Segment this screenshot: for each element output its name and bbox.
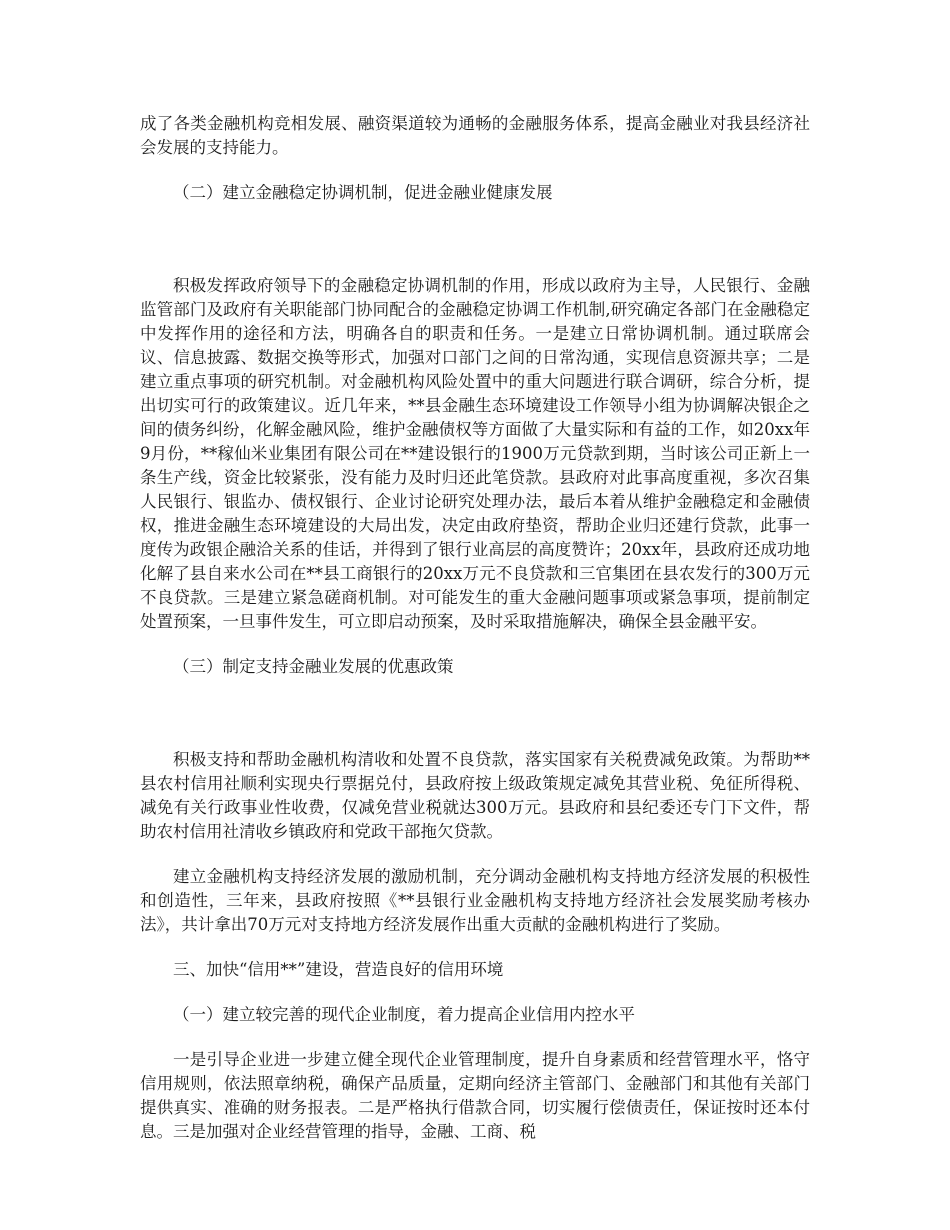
section-heading-3-1: （一）建立较完善的现代企业制度，着力提高企业信用内控水平 <box>173 1005 635 1024</box>
intro-paragraph: 成了各类金融机构竞相发展、融资渠道较为通畅的金融服务体系，提高金融业对我县经济社会发展的支持能力。 <box>140 114 810 157</box>
document-page <box>140 112 810 1144</box>
body-paragraph-3-1: 一是引导企业进一步建立健全现代企业管理制度，提升自身素质和经营管理水平，恪守信用规则，依法照章纳税，确保产品质量，定期向经济主管部门、金融部门和其他有关部门提供真实、准确的财务报表。二是严格执行借款合同，切实履行偿债责任，保证按时还本付息。三是加强对企业经营管理的指导，金融、工商、税 <box>140 1050 810 1141</box>
section-heading-3: （三）制定支持金融业发展的优惠政策 <box>173 657 454 676</box>
body-paragraph-3b: 建立金融机构支持经济发展的激励机制，充分调动金融机构支持地方经济发展的积极性和创造性，三年来，县政府按照《**县银行业金融机构支持地方经济社会发展奖励考核办法》，共计拿出70万元对支持地方经济发展作出重大贡献的金融机构进行了奖励。 <box>140 867 810 934</box>
body-paragraph-2: 积极发挥政府领导下的金融稳定协调机制的作用，形成以政府为主导，人民银行、金融监管部门及政府有关职能部门协同配合的金融稳定协调工作机制,研究确定各部门在金融稳定中发挥作用的途径和方法，明确各自的职责和任务。一是建立日常协调机制。通过联席会议、信息披露、数据交换等形式，加强对口部门之间的日常沟通，实现信息资源共享；二是建立重点事项的研究机制。对金融机构风险处置中的重大问题进行联合调研，综合分析，提出切实可行的政策建议。近几年来，**县金融生态环境建设工作领导小组为协调解决银企之间的债务纠纷，化解金融风险，维护金融债权等方面做了大量实际和有益的工作，如20xx年9月份，**稼仙米业集团有限公司在**建设银行的1900万元贷款到期，当时该公司正新上一条生产线，资金比较紧张，没有能力及时归还此笔贷款。县政府对此事高度重视，多次召集人民银行、银监办、债权银行、企业讨论研究处理办法，最后本着从维护金融稳定和金融债权，推进金融生态环境建设的大局出发，决定由政府垫资，帮助企业归还建行贷款，此事一度传为政银企融洽关系的佳话，并得到了银行业高层的高度赞许；20xx年，县政府还成功地化解了县自来水公司在**县工商银行的20xx万元不良贷款和三官集团在县农发行的300万元不良贷款。三是建立紧急磋商机制。对可能发生的重大金融问题事项或紧急事项，提前制定处置预案，一旦事件发生，可立即启动预案，及时采取措施解决，确保全县金融平安。 <box>140 276 810 631</box>
section-heading-2: （二）建立金融稳定协调机制，促进金融业健康发展 <box>173 183 553 202</box>
chapter-heading-three: 三、加快“信用**”建设，营造良好的信用环境 <box>173 960 504 979</box>
body-paragraph-3a: 积极支持和帮助金融机构清收和处置不良贷款，落实国家有关税费减免政策。为帮助**县农村信用社顺利实现央行票据兑付，县政府按上级政策规定减免其营业税、免征所得税、减免有关行政事业性收费，仅减免营业税就达300万元。县政府和县纪委还专门下文件，帮助农村信用社清收乡镇政府和党政干部拖欠贷款。 <box>140 750 810 841</box>
